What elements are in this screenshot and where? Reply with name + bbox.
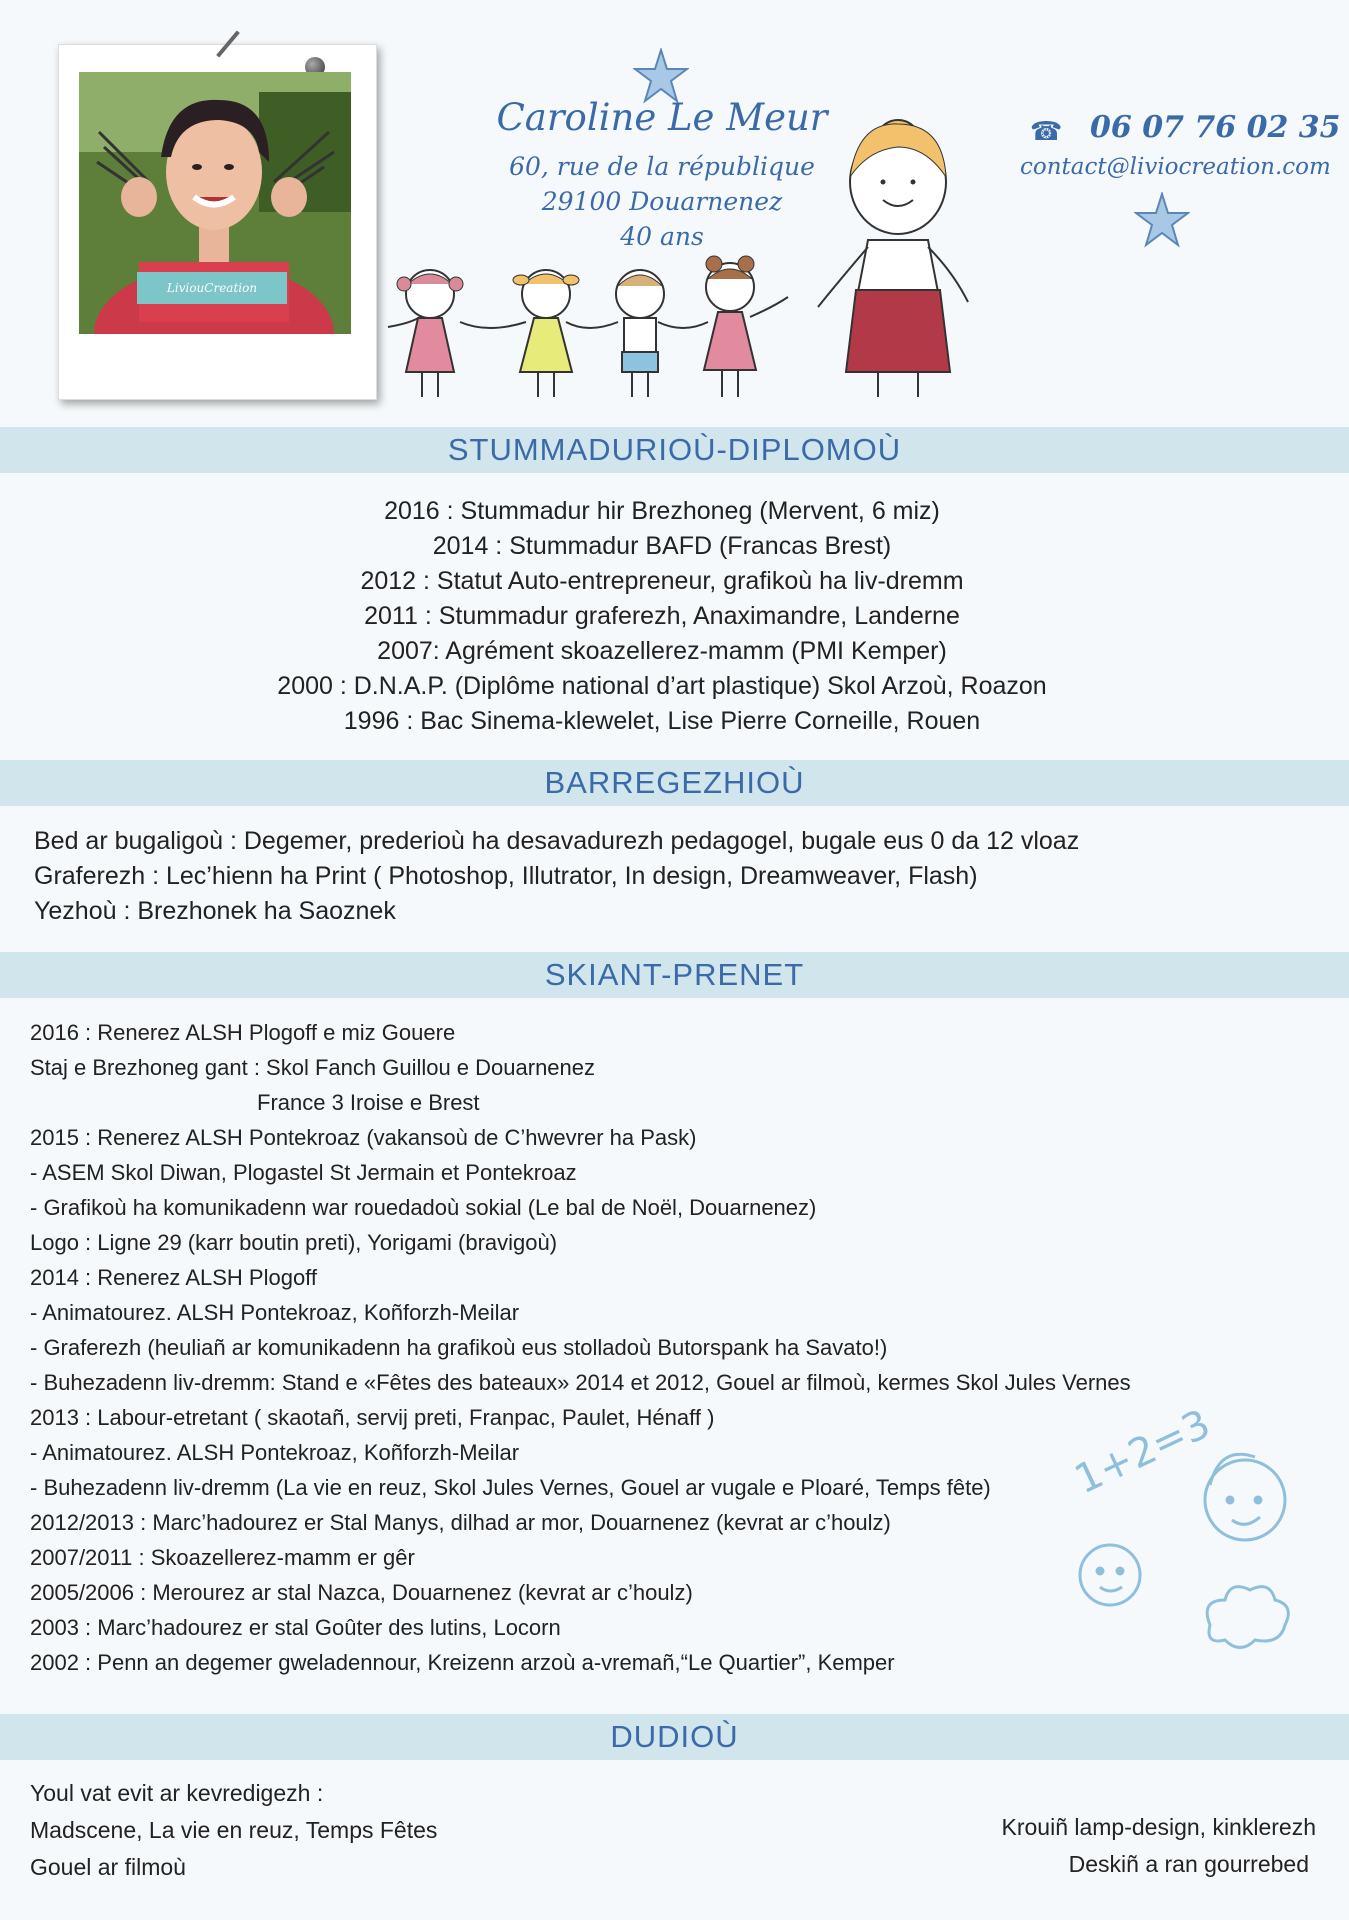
experience-item: 2014 : Renerez ALSH Plogoff [30, 1265, 318, 1290]
experience-item: Logo : Ligne 29 (karr boutin preti), Yorigami (bravigoù) [30, 1230, 558, 1255]
experience-item: 2005/2006 : Merourez ar stal Nazca, Douarnenez (kevrat ar c’houlz) [30, 1580, 693, 1605]
experience-item: - Buhezadenn liv-dremm: Stand e «Fêtes des bateaux» 2014 et 2012, Gouel ar filmoù, kermes Skol Jules Vernes [30, 1370, 1131, 1395]
flower-doodle [1207, 1587, 1288, 1648]
family-illustration [378, 72, 1038, 412]
experience-item: 2015 : Renerez ALSH Pontekroaz (vakansoù de C’hwevrer ha Pask) [30, 1125, 697, 1150]
experience-item: - Graferezh (heuliañ ar komunikadenn ha grafikoù eus stolladoù Butorspank ha Savato!) [30, 1335, 888, 1360]
experience-item: 2007/2011 : Skoazellerez-mamm er gêr [30, 1545, 415, 1570]
child-figure [616, 270, 664, 397]
experience-item: - Animatourez. ALSH Pontekroaz, Koñforzh-Meilar [30, 1440, 520, 1465]
experience-item: - ASEM Skol Diwan, Plogastel St Jermain et Pontekroaz [30, 1160, 577, 1185]
child-figure [397, 270, 463, 397]
star-icon [1134, 192, 1190, 248]
address-line-2: 29100 Douarnenez [541, 187, 783, 216]
phone-number[interactable]: 06 07 76 02 35 [1090, 110, 1341, 145]
experience-item: 2003 : Marc’hadourez er stal Goûter des lutins, Locorn [30, 1615, 561, 1640]
hobby-item: Madscene, La vie en reuz, Temps Fêtes [30, 1817, 438, 1843]
shirt-logo-text: LiviouCreation [166, 281, 258, 295]
hobby-item: Gouel ar filmoù [30, 1854, 186, 1880]
girl-face-doodle [1205, 1460, 1285, 1540]
address-line-1: 60, rue de la république [509, 152, 815, 181]
experience-item: - Buhezadenn liv-dremm (La vie en reuz, Skol Jules Vernes, Gouel ar vugale e Ploaré, Temps fête) [30, 1475, 991, 1500]
diploma-item: 2000 : D.N.A.P. (Diplôme national d’art plastique) Skol Arzoù, Roazon [277, 672, 1047, 700]
profile-photo [79, 72, 351, 334]
experience-item: Staj e Brezhoneg gant : Skol Fanch Guillou e Douarnenez [30, 1055, 596, 1080]
skill-item: Yezhoù : Brezhonek ha Saoznek [34, 897, 396, 925]
hobby-item: Krouiñ lamp-design, kinklerezh [1001, 1814, 1316, 1840]
experience-item: 2002 : Penn an degemer gweladennour, Kreizenn arzoù a-vremañ,“Le Quartier”, Kemper [30, 1650, 895, 1675]
mother-figure [818, 120, 968, 397]
experience-item: 2013 : Labour-etretant ( skaotañ, servij preti, Franpac, Paulet, Hénaff ) [30, 1405, 715, 1430]
hobbies-title: DUDIOÙ [610, 1719, 739, 1754]
doodles-decoration [1060, 1395, 1330, 1665]
skill-item: Graferezh : Lec’hienn ha Print ( Photoshop, Illutrator, In design, Dreamweaver, Flash) [34, 862, 978, 890]
skill-item: Bed ar bugaligoù : Degemer, prederioù ha desavadurezh pedagogel, bugale eus 0 da 12 vloaz [34, 827, 1080, 855]
diploma-item: 1996 : Bac Sinema-klewelet, Lise Pierre Corneille, Rouen [343, 707, 981, 735]
diploma-item: 2012 : Statut Auto-entrepreneur, grafikoù ha liv-dremm [360, 567, 964, 595]
phone-icon: ☎ [1030, 116, 1063, 146]
boy-face-doodle [1080, 1545, 1140, 1605]
diplomas-title: STUMMADURIOÙ-DIPLOMOÙ [447, 432, 902, 467]
child-figure [704, 256, 756, 397]
diploma-item: 2014 : Stummadur BAFD (Francas Brest) [432, 532, 892, 560]
experience-item: - Animatourez. ALSH Pontekroaz, Koñforzh-Meilar [30, 1300, 520, 1325]
hobby-item: Deskiñ a ran gourrebed [1068, 1851, 1309, 1877]
child-figure [513, 270, 579, 397]
person-name: Caroline Le Meur [496, 96, 828, 139]
diploma-item: 2007: Agrément skoazellerez-mamm (PMI Kemper) [377, 637, 947, 665]
age-text: 40 ans [620, 222, 704, 251]
diploma-item: 2016 : Stummadur hir Brezhoneg (Mervent, 6 miz) [384, 497, 940, 525]
skills-title: BARREGEZHIOÙ [544, 765, 805, 800]
experience-item: 2012/2013 : Marc’hadourez er Stal Manys, dilhad ar mor, Douarnenez (kevrat ar c’houlz) [30, 1510, 891, 1535]
hobby-item: Youl vat evit ar kevredigezh : [30, 1780, 324, 1806]
experience-item: 2016 : Renerez ALSH Plogoff e miz Gouere [30, 1020, 456, 1045]
experience-item: - Grafikoù ha komunikadenn war rouedadoù sokial (Le bal de Noël, Douarnenez) [30, 1195, 817, 1220]
diploma-item: 2011 : Stummadur graferezh, Anaximandre, Landerne [364, 602, 960, 630]
email-link[interactable]: contact@liviocreation.com [1020, 154, 1331, 180]
profile-photo-frame [58, 44, 377, 400]
experience-item: France 3 Iroise e Brest [257, 1090, 480, 1115]
math-doodle-text: 1+2=3 [1067, 1401, 1218, 1504]
experience-title: SKIANT-PRENET [544, 957, 805, 992]
